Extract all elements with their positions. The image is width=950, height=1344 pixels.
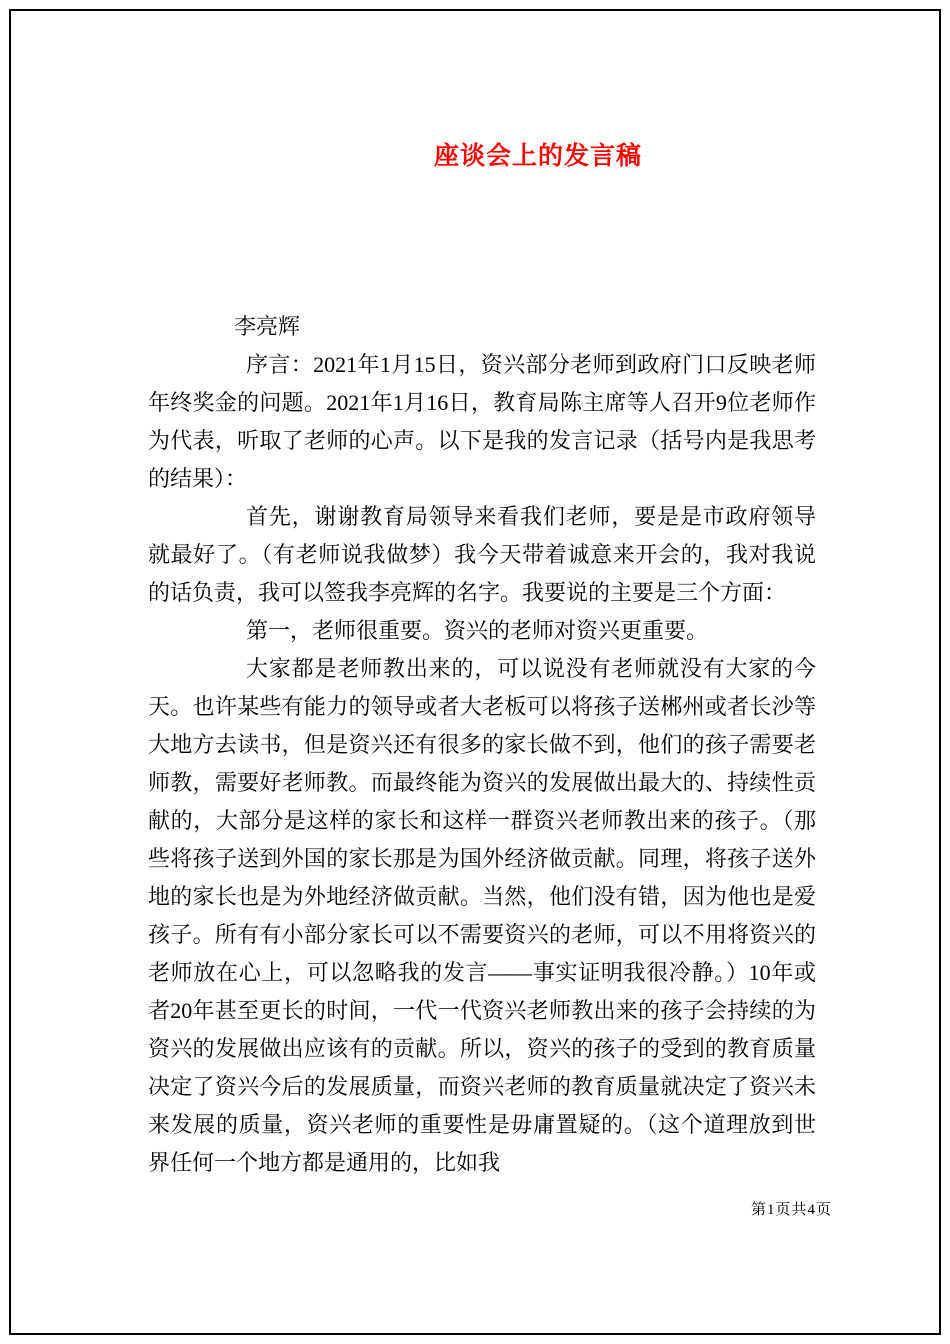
page-footer (148, 1198, 832, 1219)
paragraph-point-one: 第一，老师很重要。资兴的老师对资兴更重要。 (246, 618, 709, 643)
paragraph-opening: 首先，谢谢教育局领导来看我们老师，要是是市政府领导就最好了。（有老师说我做梦）我今天带着诚意来开会的，我对我说的话负责，我可以签我李亮辉的名字。我要说的主要是三个方面： (148, 504, 816, 605)
paragraph-main-body: 大家都是老师教出来的，可以说没有老师就没有大家的今天。也许某些有能力的领导或者大老板可以将孩子送郴州或者长沙等大地方去读书，但是资兴还有很多的家长做不到，他们的孩子需要老师教，需要好老师教。而最终能为资兴的发展做出最大的、持续性贡献的，大部分是这样的家长和这样一群资兴老师教出来的孩子。（那些将孩子送到外国的家长那是为国外经济做贡献。同理，将孩子送外地的家长也是为外地经济做贡献。当然，他们没有错，因为他也是爱孩子。所有有小部分家长可以不需要资兴的老师，可以不用将资兴的老师放在心上，可以忽略我的发言——事实证明我很冷静。）10年或者20年甚至更长的时间，一代一代资兴老师教出来的孩子会持续的为资兴的发展做出应该有的贡献。所以，资兴的孩子的受到的教育质量决定了资兴今后的发展质量，而资兴老师的教育质量就决定了资兴未来发展的质量，资兴老师的重要性是毋庸置疑的。（这个道理放到世界任何一个地方都是通用的，比如我 (148, 656, 816, 1175)
document-title: 座谈会上的发言稿 (433, 143, 642, 170)
author-line: 李亮辉 (234, 314, 301, 339)
page-number: 第1页共4页 (750, 1202, 832, 1218)
paragraph-preface: 序言：2021年1月15日，资兴部分老师到政府门口反映老师年终奖金的问题。2021年1月16日，教育局陈主席等人召开9位老师作为代表，听取了老师的心声。以下是我的发言记录（括号内是我思考的结果）： (148, 352, 816, 491)
document-body (148, 308, 816, 1196)
